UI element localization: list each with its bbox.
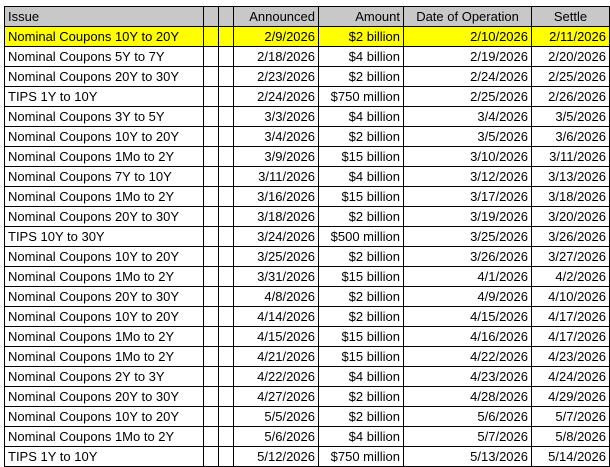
cell-date-of-operation[interactable]: 4/28/2026 — [404, 387, 532, 407]
cell-blank-2[interactable] — [219, 287, 234, 307]
cell-settle[interactable]: 5/7/2026 — [532, 407, 610, 427]
cell-settle[interactable]: 2/26/2026 — [532, 87, 610, 107]
cell-settle[interactable]: 5/8/2026 — [532, 427, 610, 447]
cell-amount[interactable]: $15 billion — [319, 187, 404, 207]
cell-amount[interactable]: $2 billion — [319, 27, 404, 47]
cell-blank-1[interactable] — [204, 167, 219, 187]
table-row — [5, 327, 610, 347]
schedule-table — [4, 6, 610, 467]
cell-blank-2[interactable] — [219, 387, 234, 407]
cell-blank-2[interactable] — [219, 127, 234, 147]
cell-blank-2[interactable] — [219, 67, 234, 87]
header-blank-1[interactable] — [204, 7, 219, 27]
cell-announced[interactable]: 3/3/2026 — [234, 107, 319, 127]
cell-blank-2[interactable] — [219, 367, 234, 387]
cell-amount[interactable]: $2 billion — [319, 387, 404, 407]
cell-blank-2[interactable] — [219, 147, 234, 167]
cell-announced[interactable]: 2/23/2026 — [234, 67, 319, 87]
table-row — [5, 147, 610, 167]
cell-blank-1[interactable] — [204, 147, 219, 167]
cell-date-of-operation[interactable]: 4/22/2026 — [404, 347, 532, 367]
cell-date-of-operation[interactable]: 5/6/2026 — [404, 407, 532, 427]
cell-announced[interactable]: 4/27/2026 — [234, 387, 319, 407]
cell-blank-2[interactable] — [219, 187, 234, 207]
cell-issue[interactable]: Nominal Coupons 5Y to 7Y — [5, 47, 204, 67]
table-body — [5, 7, 610, 467]
cell-announced[interactable]: 2/18/2026 — [234, 47, 319, 67]
cell-issue[interactable]: Nominal Coupons 20Y to 30Y — [5, 287, 204, 307]
cell-blank-2[interactable] — [219, 407, 234, 427]
cell-announced[interactable]: 5/5/2026 — [234, 407, 319, 427]
cell-issue[interactable]: Nominal Coupons 1Mo to 2Y — [5, 347, 204, 367]
cell-announced[interactable]: 3/9/2026 — [234, 147, 319, 167]
cell-date-of-operation[interactable]: 3/19/2026 — [404, 207, 532, 227]
table-row — [5, 287, 610, 307]
cell-date-of-operation[interactable]: 3/10/2026 — [404, 147, 532, 167]
cell-amount[interactable]: $2 billion — [319, 307, 404, 327]
cell-date-of-operation[interactable]: 4/15/2026 — [404, 307, 532, 327]
cell-issue[interactable]: TIPS 1Y to 10Y — [5, 447, 204, 467]
cell-issue[interactable]: Nominal Coupons 1Mo to 2Y — [5, 427, 204, 447]
cell-settle[interactable]: 4/10/2026 — [532, 287, 610, 307]
cell-date-of-operation[interactable]: 3/17/2026 — [404, 187, 532, 207]
cell-blank-2[interactable] — [219, 247, 234, 267]
cell-announced[interactable]: 2/9/2026 — [234, 27, 319, 47]
cell-blank-1[interactable] — [204, 387, 219, 407]
cell-announced[interactable]: 4/22/2026 — [234, 367, 319, 387]
cell-amount[interactable]: $4 billion — [319, 47, 404, 67]
cell-date-of-operation[interactable]: 3/4/2026 — [404, 107, 532, 127]
header-announced[interactable]: Announced — [234, 7, 319, 27]
cell-settle[interactable]: 2/20/2026 — [532, 47, 610, 67]
cell-amount[interactable]: $2 billion — [319, 287, 404, 307]
cell-blank-2[interactable] — [219, 267, 234, 287]
cell-issue[interactable]: Nominal Coupons 1Mo to 2Y — [5, 327, 204, 347]
table-row — [5, 407, 610, 427]
cell-settle[interactable]: 4/17/2026 — [532, 307, 610, 327]
cell-amount[interactable]: $4 billion — [319, 427, 404, 447]
cell-date-of-operation[interactable]: 3/5/2026 — [404, 127, 532, 147]
cell-issue[interactable]: Nominal Coupons 7Y to 10Y — [5, 167, 204, 187]
cell-announced[interactable]: 3/18/2026 — [234, 207, 319, 227]
cell-announced[interactable]: 4/15/2026 — [234, 327, 319, 347]
cell-issue[interactable]: Nominal Coupons 1Mo to 2Y — [5, 267, 204, 287]
cell-blank-2[interactable] — [219, 307, 234, 327]
header-blank-2[interactable] — [219, 7, 234, 27]
cell-issue[interactable]: Nominal Coupons 10Y to 20Y — [5, 27, 204, 47]
header-settle[interactable]: Settle — [532, 7, 610, 27]
cell-blank-1[interactable] — [204, 187, 219, 207]
cell-blank-1[interactable] — [204, 87, 219, 107]
cell-amount[interactable]: $15 billion — [319, 147, 404, 167]
cell-date-of-operation[interactable]: 4/1/2026 — [404, 267, 532, 287]
cell-announced[interactable]: 4/14/2026 — [234, 307, 319, 327]
cell-issue[interactable]: Nominal Coupons 10Y to 20Y — [5, 407, 204, 427]
cell-blank-1[interactable] — [204, 447, 219, 467]
cell-amount[interactable]: $2 billion — [319, 207, 404, 227]
cell-amount[interactable]: $15 billion — [319, 267, 404, 287]
cell-date-of-operation[interactable]: 4/9/2026 — [404, 287, 532, 307]
cell-announced[interactable]: 4/21/2026 — [234, 347, 319, 367]
table-row — [5, 27, 610, 47]
cell-date-of-operation[interactable]: 5/7/2026 — [404, 427, 532, 447]
cell-issue[interactable]: Nominal Coupons 1Mo to 2Y — [5, 147, 204, 167]
cell-issue[interactable]: TIPS 10Y to 30Y — [5, 227, 204, 247]
table-row — [5, 387, 610, 407]
cell-date-of-operation[interactable]: 2/25/2026 — [404, 87, 532, 107]
cell-issue[interactable]: Nominal Coupons 2Y to 3Y — [5, 367, 204, 387]
cell-blank-1[interactable] — [204, 127, 219, 147]
table-row — [5, 307, 610, 327]
cell-date-of-operation[interactable]: 2/19/2026 — [404, 47, 532, 67]
cell-settle[interactable]: 4/23/2026 — [532, 347, 610, 367]
cell-blank-1[interactable] — [204, 287, 219, 307]
cell-issue[interactable]: Nominal Coupons 20Y to 30Y — [5, 207, 204, 227]
cell-date-of-operation[interactable]: 2/10/2026 — [404, 27, 532, 47]
cell-blank-2[interactable] — [219, 107, 234, 127]
table-row — [5, 47, 610, 67]
cell-date-of-operation[interactable]: 3/25/2026 — [404, 227, 532, 247]
cell-blank-1[interactable] — [204, 367, 219, 387]
cell-date-of-operation[interactable]: 2/24/2026 — [404, 67, 532, 87]
cell-blank-2[interactable] — [219, 167, 234, 187]
cell-settle[interactable]: 2/25/2026 — [532, 67, 610, 87]
table-row — [5, 167, 610, 187]
cell-blank-1[interactable] — [204, 347, 219, 367]
table-row — [5, 187, 610, 207]
cell-date-of-operation[interactable]: 5/13/2026 — [404, 447, 532, 467]
cell-announced[interactable]: 3/31/2026 — [234, 267, 319, 287]
cell-amount[interactable]: $2 billion — [319, 127, 404, 147]
cell-settle[interactable]: 3/26/2026 — [532, 227, 610, 247]
header-issue[interactable]: Issue — [5, 7, 204, 27]
cell-blank-1[interactable] — [204, 307, 219, 327]
cell-announced[interactable]: 3/25/2026 — [234, 247, 319, 267]
cell-blank-1[interactable] — [204, 407, 219, 427]
cell-settle[interactable]: 3/6/2026 — [532, 127, 610, 147]
cell-settle[interactable]: 4/17/2026 — [532, 327, 610, 347]
cell-announced[interactable]: 4/8/2026 — [234, 287, 319, 307]
cell-amount[interactable]: $15 billion — [319, 347, 404, 367]
cell-blank-2[interactable] — [219, 207, 234, 227]
cell-blank-1[interactable] — [204, 207, 219, 227]
cell-issue[interactable]: Nominal Coupons 10Y to 20Y — [5, 307, 204, 327]
table-row — [5, 347, 610, 367]
table-row — [5, 67, 610, 87]
cell-amount[interactable]: $4 billion — [319, 107, 404, 127]
cell-blank-2[interactable] — [219, 47, 234, 67]
cell-issue[interactable]: Nominal Coupons 20Y to 30Y — [5, 387, 204, 407]
cell-announced[interactable]: 5/12/2026 — [234, 447, 319, 467]
cell-announced[interactable]: 2/24/2026 — [234, 87, 319, 107]
cell-announced[interactable]: 3/24/2026 — [234, 227, 319, 247]
table-row — [5, 447, 610, 467]
cell-amount[interactable]: $4 billion — [319, 367, 404, 387]
cell-blank-1[interactable] — [204, 227, 219, 247]
cell-blank-1[interactable] — [204, 27, 219, 47]
cell-amount[interactable]: $2 billion — [319, 247, 404, 267]
cell-blank-1[interactable] — [204, 267, 219, 287]
cell-settle[interactable]: 3/20/2026 — [532, 207, 610, 227]
cell-blank-1[interactable] — [204, 67, 219, 87]
cell-blank-2[interactable] — [219, 347, 234, 367]
cell-amount[interactable]: $15 billion — [319, 327, 404, 347]
cell-amount[interactable]: $2 billion — [319, 407, 404, 427]
cell-issue[interactable]: Nominal Coupons 1Mo to 2Y — [5, 187, 204, 207]
cell-date-of-operation[interactable]: 4/23/2026 — [404, 367, 532, 387]
cell-issue[interactable]: Nominal Coupons 20Y to 30Y — [5, 67, 204, 87]
cell-settle[interactable]: 3/13/2026 — [532, 167, 610, 187]
cell-issue[interactable]: Nominal Coupons 10Y to 20Y — [5, 247, 204, 267]
cell-date-of-operation[interactable]: 3/12/2026 — [404, 167, 532, 187]
cell-issue[interactable]: Nominal Coupons 3Y to 5Y — [5, 107, 204, 127]
cell-announced[interactable]: 5/6/2026 — [234, 427, 319, 447]
cell-amount[interactable]: $500 million — [319, 227, 404, 247]
cell-settle[interactable]: 3/27/2026 — [532, 247, 610, 267]
cell-amount[interactable]: $4 billion — [319, 167, 404, 187]
cell-amount[interactable]: $750 million — [319, 447, 404, 467]
header-date-of-operation[interactable]: Date of Operation — [404, 7, 532, 27]
cell-issue[interactable]: Nominal Coupons 10Y to 20Y — [5, 127, 204, 147]
cell-blank-2[interactable] — [219, 227, 234, 247]
table-row — [5, 367, 610, 387]
table-row — [5, 107, 610, 127]
table-row — [5, 207, 610, 227]
cell-announced[interactable]: 3/4/2026 — [234, 127, 319, 147]
cell-settle[interactable]: 2/11/2026 — [532, 27, 610, 47]
cell-blank-2[interactable] — [219, 447, 234, 467]
table-row — [5, 87, 610, 107]
cell-settle[interactable]: 4/24/2026 — [532, 367, 610, 387]
header-amount[interactable]: Amount — [319, 7, 404, 27]
table-row — [5, 127, 610, 147]
cell-blank-2[interactable] — [219, 87, 234, 107]
cell-settle[interactable]: 4/29/2026 — [532, 387, 610, 407]
cell-blank-1[interactable] — [204, 107, 219, 127]
cell-settle[interactable]: 3/18/2026 — [532, 187, 610, 207]
cell-amount[interactable]: $750 million — [319, 87, 404, 107]
cell-blank-2[interactable] — [219, 27, 234, 47]
cell-settle[interactable]: 4/2/2026 — [532, 267, 610, 287]
cell-date-of-operation[interactable]: 3/26/2026 — [404, 247, 532, 267]
cell-blank-1[interactable] — [204, 247, 219, 267]
cell-amount[interactable]: $2 billion — [319, 67, 404, 87]
cell-blank-1[interactable] — [204, 47, 219, 67]
table-row — [5, 247, 610, 267]
table-row — [5, 267, 610, 287]
cell-announced[interactable]: 3/11/2026 — [234, 167, 319, 187]
cell-settle[interactable]: 3/11/2026 — [532, 147, 610, 167]
table-row — [5, 227, 610, 247]
cell-settle[interactable]: 3/5/2026 — [532, 107, 610, 127]
cell-date-of-operation[interactable]: 4/16/2026 — [404, 327, 532, 347]
cell-blank-2[interactable] — [219, 327, 234, 347]
cell-settle[interactable]: 5/14/2026 — [532, 447, 610, 467]
cell-issue[interactable]: TIPS 1Y to 10Y — [5, 87, 204, 107]
cell-blank-1[interactable] — [204, 327, 219, 347]
header-row — [5, 7, 610, 27]
cell-announced[interactable]: 3/16/2026 — [234, 187, 319, 207]
